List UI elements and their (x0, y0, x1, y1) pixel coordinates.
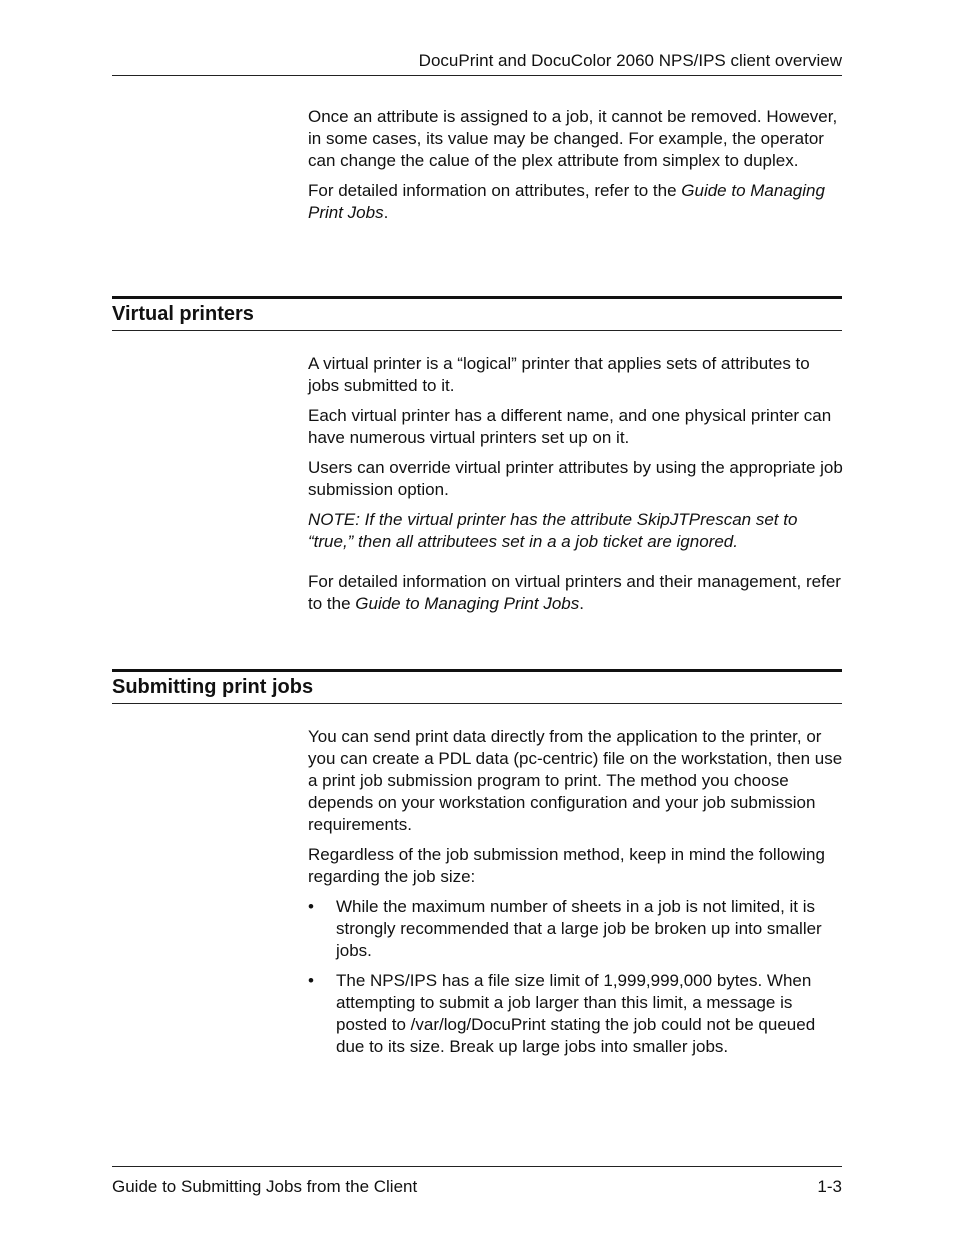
footer-divider (112, 1166, 842, 1167)
footer-document-title: Guide to Submitting Jobs from the Client (112, 1177, 418, 1196)
intro-section (308, 106, 844, 232)
virtual-printers-paragraph-4-end: . (579, 594, 584, 613)
virtual-printers-note: NOTE: If the virtual printer has the attribute SkipJTPrescan set to “true,” then all attributees set in a a job ticket are ignored. (308, 510, 798, 551)
intro-paragraph-2-text: For detailed information on attributes, refer to the (308, 181, 682, 200)
running-header: DocuPrint and DocuColor 2060 NPS/IPS client overview (418, 51, 842, 70)
guide-title-reference: Guide to Managing Print Jobs (355, 594, 580, 613)
virtual-printers-paragraph-1: A virtual printer is a “logical” printer that applies sets of attributes to jobs submitted to it. (308, 354, 810, 395)
submitting-paragraph-1: You can send print data directly from the application to the printer, or you can create a PDL data (pc-centric) file on the workstation, then use a print job submission program to print. The method you choose depends on your workstation configuration and your job submission requirements. (308, 727, 843, 834)
list-item-text: The NPS/IPS has a file size limit of 1,999,999,000 bytes. When attempting to submit a job larger than this limit, a message is posted to /var/log/DocuPrint stating the job could not be queued due to its size. Break up large jobs into smaller jobs. (336, 971, 816, 1056)
virtual-printers-section (308, 353, 844, 623)
section-heading-submitting-print-jobs: Submitting print jobs (112, 676, 314, 698)
header-divider (112, 75, 842, 76)
bullet-marker: • (308, 971, 314, 990)
section-heading-virtual-printers: Virtual printers (112, 303, 254, 325)
guide-title-reference: Guide to Managing Print Jobs (308, 181, 825, 222)
intro-paragraph-2-end: . (383, 203, 389, 222)
section-rule-top (112, 669, 842, 672)
page-number: 1-3 (817, 1177, 842, 1196)
section-rule-bottom (112, 330, 842, 331)
intro-paragraph-2 (308, 180, 844, 224)
bullet-marker: • (308, 897, 314, 916)
intro-paragraph-1: Once an attribute is assigned to a job, it cannot be removed. However, in some cases, its value may be changed. For example, the operator can change the calue of the plex attribute from simplex to duplex. (308, 107, 838, 170)
submitting-section (308, 726, 844, 1066)
virtual-printers-paragraph-4 (308, 571, 844, 615)
list-item (308, 896, 844, 962)
submitting-paragraph-2: Regardless of the job submission method, keep in mind the following regarding the job size: (308, 845, 825, 886)
job-size-bullet-list (308, 896, 844, 1058)
section-rule-bottom (112, 703, 842, 704)
list-item-text: While the maximum number of sheets in a job is not limited, it is strongly recommended that a large job be broken up into smaller jobs. (336, 897, 822, 960)
virtual-printers-paragraph-2: Each virtual printer has a different name, and one physical printer can have numerous virtual printers set up on it. (308, 406, 832, 447)
virtual-printers-paragraph-3: Users can override virtual printer attributes by using the appropriate job submission option. (308, 458, 843, 499)
section-rule-top (112, 296, 842, 299)
virtual-printers-paragraph-4-text: For detailed information on virtual printers and their management, refer to the (308, 572, 841, 613)
list-item (308, 970, 844, 1058)
